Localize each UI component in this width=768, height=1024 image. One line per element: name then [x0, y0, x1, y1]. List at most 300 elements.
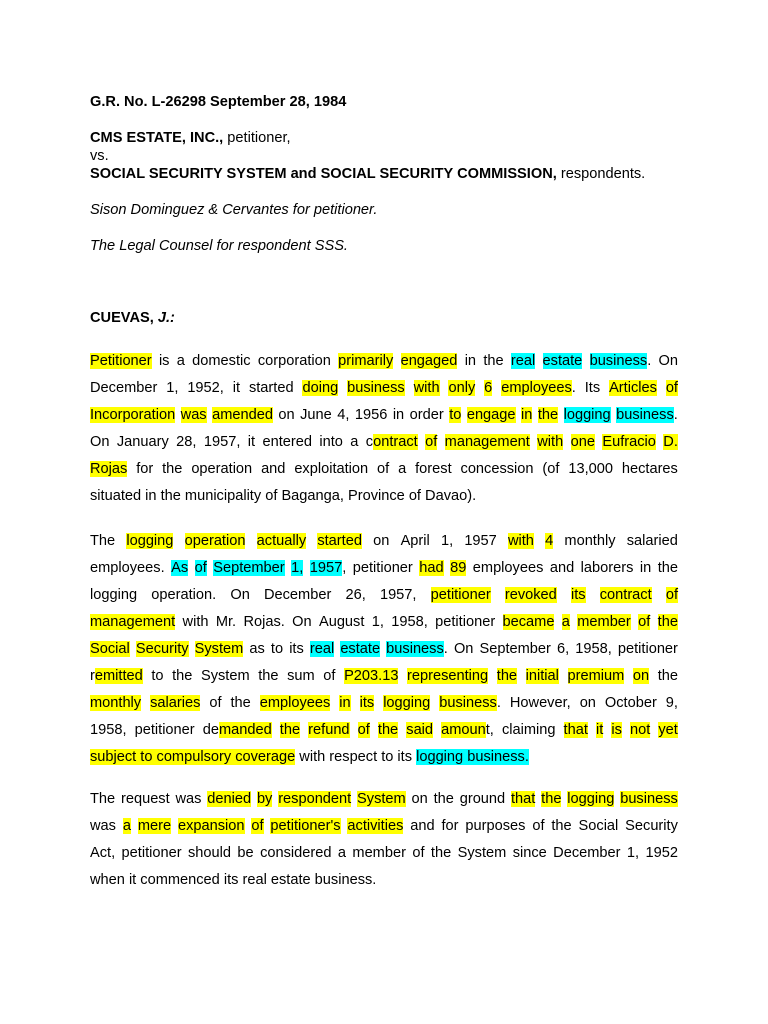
word — [386, 640, 448, 658]
word — [373, 532, 389, 550]
highlighted-text: of — [665, 380, 678, 396]
word — [616, 406, 678, 424]
petitioner-role: petitioner, — [223, 130, 291, 146]
highlighted-text: of — [357, 722, 370, 738]
highlighted-text: in — [521, 407, 533, 423]
paragraph-2-line — [90, 640, 678, 658]
paragraph-2-line — [90, 748, 529, 766]
highlighted-text: started — [317, 533, 362, 549]
respondent-role: respondents. — [556, 166, 646, 182]
paragraph-1-line — [90, 406, 678, 424]
text-run: into — [319, 434, 343, 450]
highlighted-text: that — [563, 722, 588, 738]
word — [345, 586, 365, 604]
word — [347, 379, 405, 397]
word — [464, 532, 496, 550]
highlighted-text: employees — [259, 695, 331, 711]
word — [302, 379, 338, 397]
highlighted-text: amoun — [441, 722, 486, 738]
text-run: a — [337, 845, 346, 861]
highlighted-text: petitioner — [430, 587, 491, 603]
text-run: it — [247, 434, 256, 450]
highlighted-text: Petitioner — [90, 353, 152, 369]
word — [434, 790, 454, 808]
text-run: on — [373, 533, 390, 549]
highlighted-text: operation — [184, 533, 246, 549]
word — [377, 460, 389, 478]
word — [352, 844, 406, 862]
highlighted-text: the — [279, 722, 301, 738]
word — [622, 460, 678, 478]
text-run: the — [657, 668, 678, 684]
text-run: However, — [509, 695, 571, 711]
text-run: purposes — [465, 818, 526, 834]
highlighted-text: business — [589, 353, 648, 369]
word — [126, 532, 173, 550]
highlighted-text: of — [194, 560, 207, 576]
text-run: on — [579, 695, 596, 711]
word — [338, 352, 393, 370]
word — [90, 640, 130, 658]
text-run: on — [411, 791, 428, 807]
highlighted-text: September — [213, 560, 285, 576]
word — [627, 844, 639, 862]
highlighted-text: Security — [135, 641, 189, 657]
word — [310, 640, 334, 658]
word — [638, 613, 650, 631]
text-run: the — [172, 668, 193, 684]
word — [441, 721, 494, 739]
highlighted-text: engage — [466, 407, 516, 423]
word — [505, 586, 557, 604]
word — [480, 640, 551, 658]
word — [90, 721, 127, 739]
text-run: should — [188, 845, 232, 861]
text-run: petitioner — [121, 845, 182, 861]
highlighted-text: to — [449, 407, 462, 423]
word — [204, 433, 241, 451]
word — [357, 790, 406, 808]
highlighted-text: 4 — [545, 533, 554, 549]
highlighted-text: with — [507, 533, 534, 549]
word — [90, 694, 141, 712]
word — [358, 721, 370, 739]
word — [454, 640, 473, 658]
highlighted-text: estate — [542, 353, 583, 369]
word — [406, 721, 433, 739]
text-run: of — [532, 818, 545, 834]
word — [414, 379, 440, 397]
word — [213, 559, 284, 577]
word — [393, 406, 404, 424]
word — [258, 352, 331, 370]
word — [340, 640, 380, 658]
text-run: employees — [472, 560, 544, 576]
text-run: petitioner — [617, 641, 678, 657]
paragraph-1-line — [90, 379, 678, 397]
word — [280, 721, 300, 739]
counsel-petitioner: Sison Dominguez & Cervantes for petitioner. — [90, 202, 378, 218]
word — [287, 667, 315, 685]
text-run: 1, — [371, 614, 384, 630]
paragraph-2-line — [90, 532, 678, 550]
word — [291, 559, 303, 577]
highlighted-text: on — [632, 668, 650, 684]
word — [90, 379, 157, 397]
word — [347, 817, 403, 835]
highlighted-text: became — [502, 614, 555, 630]
word — [136, 460, 153, 478]
highlighted-text: manded — [218, 722, 272, 738]
text-run: petitioner — [435, 614, 496, 630]
word — [90, 532, 115, 550]
text-run: to — [270, 641, 284, 657]
word — [191, 460, 252, 478]
highlighted-text: its — [570, 587, 586, 603]
word — [90, 352, 152, 370]
word — [564, 721, 588, 739]
text-run: 1958, — [575, 641, 612, 657]
paragraph-2-line — [90, 586, 678, 604]
text-run: December — [90, 380, 158, 396]
highlighted-text: monthly — [90, 695, 142, 711]
word — [513, 844, 547, 862]
text-run: April — [400, 533, 430, 549]
text-run: 1, — [626, 845, 640, 861]
paragraph-1-line — [90, 460, 678, 478]
word — [497, 667, 517, 685]
word — [571, 586, 586, 604]
word — [590, 352, 652, 370]
word — [159, 352, 170, 370]
word — [445, 433, 530, 451]
highlighted-text: real — [510, 353, 536, 369]
word — [458, 844, 507, 862]
word — [166, 379, 178, 397]
highlighted-text: amended — [212, 407, 273, 423]
text-run: On — [90, 434, 110, 450]
paragraph-2-line — [90, 613, 678, 631]
text-run: of — [412, 845, 425, 861]
highlighted-text: initial — [525, 668, 559, 684]
word — [278, 406, 294, 424]
text-run: to — [151, 668, 164, 684]
highlighted-text: with — [413, 380, 440, 396]
word — [568, 460, 613, 478]
word — [541, 790, 561, 808]
petitioner-name: CMS ESTATE, INC., — [90, 130, 224, 146]
text-run: as — [249, 641, 265, 657]
text-run: in — [464, 353, 477, 369]
highlighted-text: Rojas — [90, 461, 128, 477]
highlighted-text: Incorporation — [90, 407, 176, 423]
text-run: . — [496, 695, 501, 711]
text-run: sum — [287, 668, 315, 684]
highlighted-text: emitted — [94, 668, 143, 684]
text-run: December — [553, 845, 621, 861]
word — [90, 559, 165, 577]
word — [511, 790, 535, 808]
text-run: 6, — [556, 641, 570, 657]
highlighted-text: that — [511, 791, 536, 807]
word — [176, 433, 196, 451]
text-run: petitioner — [134, 722, 195, 738]
word — [183, 613, 209, 631]
text-run: employees. — [90, 560, 165, 576]
word — [666, 694, 678, 712]
word — [257, 790, 272, 808]
text-run: On — [658, 353, 678, 369]
word — [195, 640, 244, 658]
word — [439, 694, 501, 712]
paragraph-2-line — [90, 667, 678, 685]
word — [248, 433, 255, 451]
word — [243, 613, 284, 631]
word — [230, 586, 249, 604]
word — [659, 352, 678, 370]
highlighted-text: yet — [658, 722, 678, 738]
word — [460, 790, 505, 808]
word — [526, 667, 559, 685]
text-run: was — [175, 791, 202, 807]
highlighted-text: 1957 — [309, 560, 343, 576]
word — [567, 790, 614, 808]
text-run: System — [457, 845, 507, 861]
word — [90, 667, 143, 685]
text-run: petitioner — [352, 560, 413, 576]
word — [484, 379, 492, 397]
word — [415, 460, 452, 478]
text-run: concession — [460, 461, 534, 477]
word — [176, 790, 202, 808]
highlighted-text: ontract — [373, 434, 418, 450]
word — [360, 694, 375, 712]
word — [121, 790, 170, 808]
highlighted-text: of — [425, 434, 438, 450]
highlighted-text: it — [595, 722, 604, 738]
word — [90, 817, 116, 835]
highlighted-text: a — [122, 818, 131, 834]
word — [90, 460, 127, 478]
text-run: and — [410, 818, 435, 834]
text-run: be — [237, 845, 254, 861]
highlighted-text: said — [406, 722, 434, 738]
word — [618, 640, 678, 658]
highlighted-text: logging — [383, 695, 431, 711]
word — [260, 844, 331, 862]
word — [355, 406, 387, 424]
word — [564, 406, 611, 424]
text-run: Its — [584, 380, 601, 396]
word — [538, 406, 558, 424]
word — [609, 379, 657, 397]
case-number: G.R. No. L-26298 September 28, 1984 — [90, 94, 347, 110]
text-run: 1957 — [464, 533, 497, 549]
text-run: entered — [262, 434, 312, 450]
highlighted-text: revoked — [504, 587, 557, 603]
word — [366, 433, 418, 451]
word — [600, 586, 652, 604]
word — [461, 460, 534, 478]
word — [383, 694, 430, 712]
word — [510, 694, 571, 712]
text-run: 1957, — [379, 587, 417, 603]
word — [391, 613, 428, 631]
highlighted-text: 6 — [484, 380, 493, 396]
word — [620, 790, 678, 808]
word — [640, 559, 651, 577]
highlighted-text: in — [339, 695, 351, 711]
word — [195, 559, 207, 577]
text-run: , — [342, 560, 347, 576]
word — [483, 352, 503, 370]
highlighted-text: not — [629, 722, 651, 738]
word — [271, 640, 283, 658]
word — [410, 817, 434, 835]
word — [319, 613, 364, 631]
word — [585, 379, 600, 397]
highlighted-text: denied — [207, 791, 252, 807]
word — [339, 694, 350, 712]
text-run: situated in the municipality of Baganga, Province of Davao). — [90, 488, 477, 504]
text-run: the — [230, 695, 251, 711]
text-run: The — [90, 791, 116, 807]
word — [543, 352, 583, 370]
word — [262, 433, 312, 451]
word — [300, 406, 332, 424]
word — [666, 379, 678, 397]
highlighted-text: As — [171, 560, 189, 576]
text-run: started — [248, 380, 294, 396]
text-run: 1, — [440, 533, 454, 549]
highlighted-text: premium — [567, 668, 625, 684]
paragraph-2-line — [90, 694, 678, 712]
word — [508, 532, 534, 550]
highlighted-text: logging business. — [416, 749, 529, 765]
word — [407, 667, 488, 685]
text-run: (of — [542, 461, 560, 477]
word — [378, 721, 398, 739]
text-run: with respect to its — [295, 749, 417, 765]
word — [645, 844, 677, 862]
highlighted-text: primarily — [338, 353, 394, 369]
highlighted-text: is — [611, 722, 622, 738]
word — [350, 433, 358, 451]
text-run: 1952 — [645, 845, 678, 861]
word — [270, 817, 340, 835]
highlighted-text: a — [561, 614, 570, 630]
word — [465, 352, 476, 370]
word — [177, 352, 185, 370]
highlighted-text: the — [537, 407, 559, 423]
text-run: the — [657, 560, 678, 576]
highlighted-text: engaged — [400, 353, 458, 369]
word — [90, 586, 137, 604]
word — [294, 460, 368, 478]
word — [401, 352, 458, 370]
word — [261, 460, 285, 478]
text-run: member — [352, 845, 406, 861]
text-run: On — [453, 641, 474, 657]
word — [557, 640, 569, 658]
word — [412, 844, 424, 862]
text-run: The — [90, 533, 116, 549]
word — [658, 559, 678, 577]
word — [138, 817, 171, 835]
word — [90, 613, 175, 631]
word — [580, 694, 596, 712]
text-run: 1958, — [391, 614, 428, 630]
word — [537, 433, 563, 451]
highlighted-text: with — [537, 434, 564, 450]
highlighted-text: refund — [308, 722, 350, 738]
word — [216, 613, 236, 631]
word — [251, 817, 263, 835]
highlighted-text: logging — [563, 407, 611, 423]
paragraph-1-line — [90, 487, 476, 505]
text-run: the — [551, 818, 572, 834]
word — [258, 667, 278, 685]
word — [212, 406, 273, 424]
text-run: 26, — [345, 587, 366, 603]
respondent-names: SOCIAL SECURITY SYSTEM and SOCIAL SECURITY COMMISSION, — [90, 166, 557, 182]
word — [90, 790, 115, 808]
text-run: Rojas. — [243, 614, 285, 630]
word — [465, 817, 525, 835]
paragraph-1-line — [90, 352, 678, 370]
text-run: the — [162, 461, 183, 477]
paragraph-3-line — [90, 844, 678, 862]
paragraph-1-line — [90, 433, 678, 451]
word — [553, 844, 620, 862]
text-run: Mr. — [215, 614, 237, 630]
text-run: October — [604, 695, 657, 711]
word — [289, 640, 304, 658]
text-run: corporation — [257, 353, 331, 369]
text-run: the — [483, 353, 504, 369]
word — [441, 532, 453, 550]
highlighted-text: the — [541, 791, 562, 807]
word — [442, 817, 459, 835]
word — [90, 433, 109, 451]
highlighted-text: business — [347, 380, 405, 396]
word — [292, 613, 311, 631]
word — [602, 433, 656, 451]
text-run: laborers — [580, 560, 634, 576]
highlighted-text: activities — [347, 818, 404, 834]
highlighted-text: logging — [567, 791, 615, 807]
text-run: in — [392, 407, 405, 423]
highlighted-text: one — [570, 434, 595, 450]
word — [577, 613, 631, 631]
highlighted-text: business — [386, 641, 444, 657]
word — [323, 667, 335, 685]
highlighted-text: Articles — [609, 380, 657, 396]
text-run: 1956 — [354, 407, 388, 423]
text-run: January — [116, 434, 169, 450]
word — [171, 559, 188, 577]
word — [545, 532, 553, 550]
word — [319, 433, 343, 451]
highlighted-text: only — [448, 380, 476, 396]
paragraph-2-line — [90, 721, 678, 739]
word — [658, 613, 678, 631]
word — [435, 613, 495, 631]
text-run: monthly — [564, 533, 616, 549]
word — [338, 844, 346, 862]
text-run: hectares — [621, 461, 678, 477]
text-run: of — [323, 668, 336, 684]
